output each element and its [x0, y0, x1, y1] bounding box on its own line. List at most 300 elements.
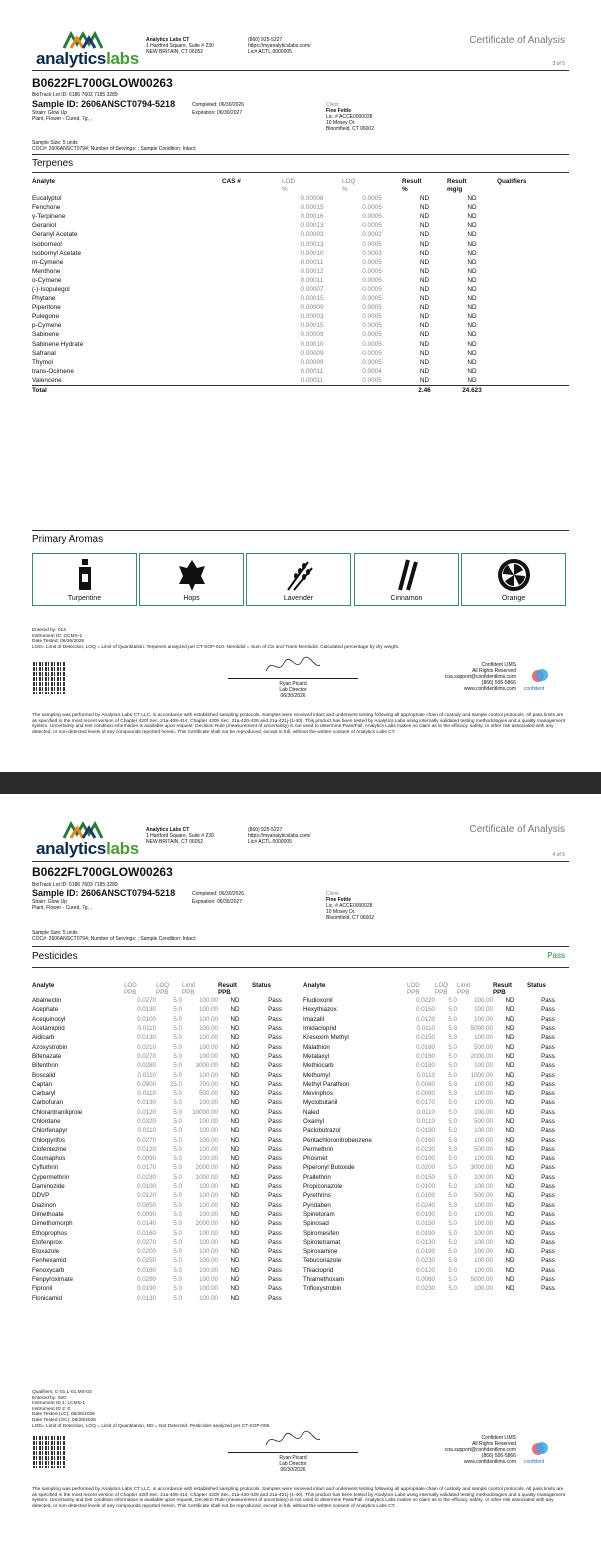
table-cell: 0.0200: [416, 1164, 435, 1172]
table-cell: Pass: [541, 1145, 555, 1153]
table-cell: 0.0005: [362, 204, 382, 212]
analytics-labs-logo-icon: [62, 30, 108, 50]
table-cell: Pyrethrins: [303, 1192, 331, 1200]
table-cell: Pass: [541, 1071, 555, 1079]
table-cell: Pass: [268, 1238, 282, 1246]
table-cell: ND: [230, 1285, 240, 1293]
table-cell: 100.00: [474, 1285, 493, 1293]
table-cell: 5.0: [448, 1276, 457, 1284]
table-row: [32, 330, 569, 339]
table-cell: 0.00008: [300, 195, 324, 203]
table-cell: Propiconazole: [303, 1183, 343, 1191]
table-cell: 0.0100: [416, 1155, 435, 1163]
confident-brand: confident: [524, 686, 545, 692]
table-cell: ND: [419, 231, 430, 239]
table-cell: Pass: [268, 1173, 282, 1181]
table-cell: 0.0080: [416, 1080, 435, 1088]
table-cell: ND: [505, 1220, 515, 1228]
table-cell: 500.00: [199, 1090, 218, 1098]
table-cell: 0.0130: [137, 1294, 156, 1302]
table-cell: Pentachloronitrobenzene: [303, 1136, 372, 1144]
table-cell: Pass: [268, 1276, 282, 1284]
pesticides-table-left: Analyte LOD LOQ Limit Result Status PPB PPB PPB PPB Abamectin 0.0270 5.0 100.00 ND Pass Acephate 0.0130 5.0 100.00 ND Pass Acequinocyl 0.0100 5.0 100.00 ND Pass Acetamiprid 0.0110 5.0 100.00 ND Pass Aldicarb 0.0130 5.0 100.00 ND Pass Azoxystrobin 0.0210 5.0 100.00 ND Pass Bifenazate 0.0270 5.0 100.00 ND Pass Bifenthrin 0.0280 5.0 3000.00 ND Pass Boscalid 0.0110 5.0 100.00 ND Pass Captan 0.0900 25.0 700.00 ND Pass Carbaryl 0.0110 5.0 500.00 ND Pass Carbofuran 0.0130 5.0 100.00 ND Pass Chlorantraniliprole 0.0120 5.0 10000.00 ND Pass Chlordane 0.0320 5.0 100.00 ND Pass Chlorfenapyr 0.0110 5.0 100.00 ND Pass Chlorpyrifos 0.0270 5.0 100.00 ND Pass Clofentezine 0.0120 5.0 100.00 ND Pass Coumaphos 0.0090 5.0 100.00 ND Pass Cyfluthrin 0.0170 5.0 2000.00 ND Pass Cypermethrin 0.0230 5.0 1000.00 ND Pass Daminozide 0.0100 5.0 100.00 ND Pass DDVP 0.0120 5.0 100.00 ND Pass Diazinon 0.0050 5.0 100.00 ND Pass Dimethoate 0.0090 5.0 100.00 ND Pass Dimethomorph 0.0140 5.0 2000.00 ND Pass Ethoprophos 0.0160 5.0 100.00 ND Pass Etofenprox 0.0270 5.0 100.00 ND Pass Etoxazole 0.0200 5.0 100.00 ND Pass Fenhexamid 0.0250 5.0 100.00 ND Pass Fenoxycarb 0.0160 5.0 100.00 ND Pass Fenpyroximate 0.0290 5.0 100.00 ND Pass Fipronil 0.0190 5.0 100.00 ND Pass Flonicamid 0.0130 5.0 100.00 ND Pass: [32, 982, 298, 1303]
table-cell: 5.0: [448, 1266, 457, 1274]
table-cell: 100.00: [474, 1099, 493, 1107]
table-row: [32, 340, 569, 349]
table-cell: Pass: [268, 1220, 282, 1228]
table-cell: Oxamyl: [303, 1118, 324, 1125]
table-cell: 1000.00: [470, 1071, 493, 1079]
table-row: [32, 1135, 298, 1144]
table-cell: 0.0280: [137, 1062, 156, 1070]
table-cell: Pass: [541, 1118, 555, 1125]
table-cell: ND: [230, 1248, 240, 1256]
table-cell: 0.0005: [362, 358, 382, 366]
table-cell: 0.00012: [300, 267, 324, 275]
table-cell: 5.0: [173, 1238, 182, 1246]
table-cell: ND: [467, 313, 477, 321]
biotrack-id: BioTrack Lot ID: 6186 7603 7185 3289: [32, 882, 118, 888]
table-cell: 25.0: [169, 1080, 182, 1088]
table-row: [32, 1126, 298, 1135]
table-cell: 100.00: [199, 1285, 218, 1293]
table-cell: ND: [505, 1099, 515, 1107]
table-cell: 5.0: [448, 1164, 457, 1172]
table-cell: 5.0: [448, 1034, 457, 1042]
table-cell: Pass: [268, 1285, 282, 1293]
table-row: [32, 1284, 298, 1293]
table-cell: 3000.00: [470, 1164, 493, 1172]
table-cell: 100.00: [474, 1257, 493, 1265]
table-cell: Thiamethoxam: [303, 1276, 344, 1284]
table-cell: ND: [505, 1080, 515, 1088]
table-row: [32, 1033, 298, 1042]
logo-wordmark: analyticslabs: [36, 49, 139, 68]
table-row: [32, 349, 569, 358]
table-cell: 100.00: [474, 1229, 493, 1237]
table-cell: Thiacloprid: [303, 1266, 334, 1274]
lims-info: Confident LIMS All Rights Reserved coa.support@confidentlims.com (866) 506-5866 www.confidentlims.com: [444, 662, 516, 692]
table-cell: Sabinene Hydrate: [32, 340, 84, 348]
table-row: [32, 321, 569, 330]
table-row: [32, 1191, 298, 1200]
table-cell: 100.00: [199, 1071, 218, 1079]
table-cell: Pass: [268, 1155, 282, 1163]
table-cell: 0.0005: [362, 376, 382, 384]
table-cell: 0.0180: [416, 1062, 435, 1070]
table-row: [32, 1228, 298, 1237]
table-row: [32, 203, 569, 212]
table-cell: 0.00011: [300, 376, 324, 384]
table-cell: Spiroxamine: [303, 1248, 338, 1256]
table-cell: Pass: [541, 1276, 555, 1284]
table-cell: Pass: [268, 1052, 282, 1060]
table-cell: Pass: [541, 1062, 555, 1070]
table-cell: Spinosad: [303, 1220, 329, 1228]
table-cell: 0.0005: [362, 195, 382, 203]
table-cell: 0.0140: [137, 1220, 156, 1228]
table-cell: 2000.00: [470, 1052, 493, 1060]
table-cell: Dimethomorph: [32, 1220, 73, 1228]
table-cell: Pass: [541, 1229, 555, 1237]
table-cell: 0.0005: [362, 331, 382, 339]
table-cell: 0.00013: [300, 240, 324, 248]
table-cell: ND: [419, 213, 430, 221]
table-row: [32, 1070, 298, 1079]
table-cell: 5.0: [173, 1285, 182, 1293]
table-row: [303, 1173, 569, 1182]
table-cell: Pass: [541, 1257, 555, 1265]
table-cell: 0.0230: [137, 1173, 156, 1181]
table-cell: Valencene: [32, 376, 62, 384]
pesticides-table-right: Analyte LOD LOQ Limit Result Status PPB PPB PPB PPB Fludioxonil 0.0220 5.0 100.00 ND Pass Hexythiazox 0.0150 5.0 100.00 ND Pass Imazalil 0.0120 5.0 100.00 ND Pass Imidacloprid 0.0110 5.0 5000.00 ND Pass Kresoxim Methyl 0.0150 5.0 100.00 ND Pass Malathion 0.0180 5.0 500.00 ND Pass Metalaxyl 0.0160 5.0 2000.00 ND Pass Methiocarb 0.0180 5.0 100.00 ND Pass Methomyl 0.0110 5.0 1000.00 ND Pass Methyl Parathion 0.0080 5.0 100.00 ND Pass Mevinphos 0.0080 5.0 100.00 ND Pass Myclobutanil 0.0170 5.0 100.00 ND Pass Naled 0.0110 5.0 100.00 ND Pass Oxamyl 0.0110 5.0 500.00 ND Pass Paclobutrazol 0.0190 5.0 100.00 ND Pass Pentachloronitrobenzene 0.0160 5.0 100.00 ND Pass Permethrin 0.0230 5.0 500.00 ND Pass Phosmet 0.0100 5.0 100.00 ND Pass Piperonyl Butoxide 0.0200 5.0 3000.00 ND Pass Prallethrin 0.0150 5.0 100.00 ND Pass Propiconazole 0.0100 5.0 100.00 ND Pass Pyrethrins 0.0100 5.0 500.00 ND Pass Pyridaben 0.0240 5.0 100.00 ND Pass Spinetoram 0.0190 5.0 100.00 ND Pass Spinosad 0.0150 5.0 100.00 ND Pass Spiromesifen 0.0190 5.0 100.00 ND Pass Spirotetramat 0.0130 5.0 100.00 ND Pass Spiroxamine 0.0190 5.0 100.00 ND Pass Tebuconazole 0.0230 5.0 100.00 ND Pass Thiacloprid 0.0120 5.0 100.00 ND Pass Thiamethoxam 0.0080 5.0 5000.00 ND Pass Trifloxystrobin 0.0230 5.0 100.00 ND Pass: [303, 982, 569, 1294]
table-cell: 5.0: [173, 1173, 182, 1181]
table-cell: Pass: [268, 1257, 282, 1265]
table-cell: ND: [419, 276, 430, 284]
table-row: [32, 1080, 298, 1089]
table-cell: 0.0130: [137, 1006, 156, 1014]
table-cell: ND: [467, 195, 477, 203]
unit-loq: %: [342, 186, 348, 193]
table-row: [303, 1070, 569, 1079]
table-cell: ND: [230, 1136, 240, 1144]
table-row: [303, 1005, 569, 1014]
table-cell: ND: [230, 1062, 240, 1070]
table-cell: 100.00: [199, 1294, 218, 1302]
table-cell: 5.0: [448, 1201, 457, 1209]
table-row: [303, 1182, 569, 1191]
table-cell: 0.0190: [416, 1210, 435, 1218]
table-cell: 0.00003: [300, 231, 324, 239]
table-cell: Pass: [541, 997, 555, 1005]
test-info: Qualifiers: C-01,L-01,MS-03 Entered by: 020 Instrument ID 1: LCMS-1 Instrument ID 2: 0 Date Tested (LC): 06/26/2026 Date Tested (GC): 06/26/2026 LOD= Limit of Detection, LOQ = Limit of Quantitation, ND = Not Detected. Pesticides analyzed per CT-SOP-008.: [32, 1390, 271, 1429]
table-cell: Pyridaben: [303, 1201, 331, 1209]
table-cell: 500.00: [474, 1145, 493, 1153]
table-cell: ND: [467, 295, 477, 303]
table-cell: 0.0240: [416, 1201, 435, 1209]
table-cell: 0.0130: [416, 1238, 435, 1246]
table-row: [32, 996, 298, 1005]
table-cell: Acetamiprid: [32, 1025, 65, 1033]
sample-size: Sample Size: 5 units: [32, 140, 78, 146]
table-cell: 0.0270: [137, 1052, 156, 1060]
table-cell: Phosmet: [303, 1155, 328, 1163]
table-cell: 5.0: [173, 1183, 182, 1191]
table-cell: Pass: [541, 1183, 555, 1191]
unit-result-pct: %: [402, 186, 408, 193]
table-cell: Dimethoate: [32, 1210, 64, 1218]
table-cell: 100.00: [199, 1099, 218, 1107]
table-row: [32, 1247, 298, 1256]
table-cell: (-)-Isopulegol: [32, 285, 70, 293]
table-cell: 5.0: [173, 1145, 182, 1153]
orange-slice-icon: [497, 558, 531, 592]
document-title: Certificate of Analysis: [469, 824, 565, 835]
table-cell: 0.0180: [416, 1043, 435, 1051]
table-row: [32, 303, 569, 312]
table-cell: Mevinphos: [303, 1090, 333, 1098]
table-cell: 0.0100: [137, 1183, 156, 1191]
table-cell: ND: [505, 1285, 515, 1293]
table-cell: Pass: [541, 1164, 555, 1172]
table-cell: 0.00011: [300, 367, 324, 375]
table-cell: 0.0120: [137, 1145, 156, 1153]
table-cell: 0.0160: [416, 1052, 435, 1060]
table-row: [303, 1117, 569, 1126]
table-cell: 0.0210: [137, 1043, 156, 1051]
table-cell: Pass: [268, 1136, 282, 1144]
table-cell: 0.0110: [137, 1025, 156, 1033]
table-cell: ND: [230, 1025, 240, 1033]
terpenes-title: Terpenes: [32, 158, 74, 169]
primary-aromas-title: Primary Aromas: [32, 534, 104, 545]
table-cell: ND: [230, 1099, 240, 1107]
table-cell: Geraniol: [32, 222, 57, 230]
product-type: Plant, Flower - Cured, 7g, ,: [32, 905, 92, 911]
sample-id: Sample ID: 2606ANSCT0794-5218: [32, 888, 176, 898]
table-cell: ND: [230, 1192, 240, 1200]
table-row: [32, 1266, 298, 1275]
table-cell: Pass: [268, 1145, 282, 1153]
table-cell: ND: [419, 376, 430, 384]
col-loq: LOQ: [342, 178, 356, 185]
table-row: [32, 1108, 298, 1117]
table-cell: 0.0160: [137, 1229, 156, 1237]
table-cell: ND: [467, 222, 477, 230]
table-cell: 5.0: [448, 1025, 457, 1033]
table-cell: ND: [505, 1164, 515, 1172]
table-row: [32, 1219, 298, 1228]
table-cell: 100.00: [474, 1108, 493, 1116]
table-cell: 5.0: [448, 1155, 457, 1163]
table-cell: Pass: [541, 1192, 555, 1200]
table-cell: 5.0: [448, 1257, 457, 1265]
table-cell: 100.00: [474, 1127, 493, 1135]
table-cell: 0.0005: [362, 340, 382, 348]
confident-brand: confident: [524, 1459, 545, 1465]
table-cell: ND: [467, 331, 477, 339]
table-cell: 0.0130: [137, 1034, 156, 1042]
table-cell: Clofentezine: [32, 1145, 67, 1153]
table-cell: 0.00010: [300, 340, 324, 348]
table-cell: 0.00016: [300, 213, 324, 221]
table-row: [32, 1098, 298, 1107]
table-cell: 5.0: [173, 1071, 182, 1079]
table-cell: 0.00015: [300, 295, 324, 303]
table-cell: 100.00: [474, 1248, 493, 1256]
table-cell: 5000.00: [470, 1276, 493, 1284]
table-cell: ND: [505, 1201, 515, 1209]
table-cell: 100.00: [199, 1025, 218, 1033]
completed-date: Completed: 06/30/2026: [192, 891, 244, 897]
biotrack-id: BioTrack Lot ID: 6186 7603 7185 3289: [32, 92, 118, 98]
table-cell: 5.0: [448, 1136, 457, 1144]
terpenes-table: [32, 178, 569, 395]
col-result-mg: Result: [447, 178, 467, 185]
table-cell: ND: [230, 1201, 240, 1209]
table-cell: 5.0: [173, 1043, 182, 1051]
table-cell: Pass: [541, 1238, 555, 1246]
pesticides-status-badge: Pass: [547, 951, 565, 960]
table-cell: 3000.00: [195, 1062, 218, 1070]
col-qualifiers: Qualifiers: [497, 178, 527, 185]
table-cell: Fenoxycarb: [32, 1266, 65, 1274]
table-cell: ND: [505, 1173, 515, 1181]
table-row: [32, 276, 569, 285]
table-cell: 5000.00: [470, 1025, 493, 1033]
table-cell: ND: [505, 1006, 515, 1014]
table-cell: 100.00: [474, 1173, 493, 1181]
coc-line: COC#: 2606ANSCT0794; Number of Servings: ; Sample Condition: Intact;: [32, 146, 197, 152]
table-cell: 100.00: [199, 1238, 218, 1246]
table-cell: 5.0: [173, 1062, 182, 1070]
table-cell: 0.0230: [416, 1145, 435, 1153]
table-cell: o-Cymene: [32, 276, 62, 284]
table-cell: Spiromesifen: [303, 1229, 340, 1237]
table-cell: Abamectin: [32, 997, 62, 1005]
table-cell: ND: [467, 304, 477, 312]
table-cell: 100.00: [199, 1248, 218, 1256]
analytics-labs-logo-icon: [62, 820, 108, 840]
table-cell: Menthone: [32, 267, 61, 275]
table-cell: 100.00: [474, 1006, 493, 1014]
table-row: [32, 1275, 298, 1284]
table-cell: Paclobutrazol: [303, 1127, 341, 1135]
table-cell: 0.0110: [416, 1118, 435, 1125]
table-cell: Pass: [268, 1006, 282, 1014]
table-cell: 0.0160: [137, 1266, 156, 1274]
table-cell: ND: [467, 231, 477, 239]
table-cell: 100.00: [474, 1034, 493, 1042]
table-cell: Chlorantraniliprole: [32, 1108, 83, 1116]
table-cell: Isoborneol: [32, 240, 62, 248]
table-cell: Pass: [541, 1173, 555, 1181]
table-cell: 0.0004: [362, 367, 382, 375]
disclaimer: The sampling was performed by Analytics Labs CT LLC, in accordance with established sampling protocols. Samples were received intact and underwent testing following all appropriate chain of custody and sample control protocols. All pass limits are as specified in the most recent version of Chapter 420f Sec. 21a-408-414, Chapter 420h Sec. 21a-420-429 and 21a-421j-(1-40). This product has been tested by Analytics Labs using internally validated testing methodologies and a quality management system. Uncertainty and test condition information is available upon request. Decision Rule (measurement of uncertainty) is not used to determine Pass/Fail. Analytics Labs makes no claim as to the efficacy, safety, or other risk associated with any detected, or non-detected levels of any compounds reported herein. This Certificate shall not be reproduced, except in full, without the written consent of Analytics Labs CT.: [32, 1487, 565, 1509]
table-cell: Pass: [268, 1210, 282, 1218]
table-row: [32, 1089, 298, 1098]
table-cell: 5.0: [448, 1192, 457, 1200]
table-cell: 0.0002: [362, 231, 382, 239]
completed-date: Completed: 06/30/2026: [192, 102, 244, 108]
table-row: [303, 1042, 569, 1051]
table-row: [303, 1154, 569, 1163]
table-cell: 100.00: [199, 1145, 218, 1153]
table-cell: Fenchone: [32, 204, 61, 212]
lab-address: Analytics Labs CT 1 Hartford Square, Suite # 230 NEW BRITAIN, CT 06052: [146, 827, 214, 845]
table-cell: Pass: [268, 1248, 282, 1256]
col-lod: LOD: [282, 178, 296, 185]
table-cell: 100.00: [199, 1192, 218, 1200]
table-cell: ND: [230, 1294, 240, 1302]
table-cell: 0.0005: [362, 240, 382, 248]
table-row: [303, 1126, 569, 1135]
table-cell: Pass: [541, 1090, 555, 1098]
table-cell: ND: [505, 1071, 515, 1079]
table-cell: ND: [230, 1071, 240, 1079]
table-cell: Pass: [268, 1071, 282, 1079]
table-cell: Chlorfenapyr: [32, 1127, 68, 1135]
client-block: Client Fine Fettle Lic. # ACCE0000028 10 Mosey Dr. Bloomfield, CT 06002: [326, 102, 374, 132]
table-cell: 0.00010: [300, 249, 324, 257]
table-row: [303, 1284, 569, 1293]
table-cell: Eucalyptol: [32, 195, 62, 203]
table-row: [303, 1163, 569, 1172]
table-cell: ND: [230, 1127, 240, 1135]
table-cell: 0.00009: [300, 331, 324, 339]
table-cell: ND: [230, 1183, 240, 1191]
table-cell: 100.00: [199, 1266, 218, 1274]
table-cell: 100.00: [474, 997, 493, 1005]
table-cell: 5.0: [173, 1108, 182, 1116]
table-cell: 0.0190: [416, 1229, 435, 1237]
table-cell: 100.00: [474, 1090, 493, 1098]
table-cell: Pass: [268, 1090, 282, 1098]
table-cell: ND: [419, 249, 430, 257]
page-separator: [0, 772, 601, 794]
table-cell: 5.0: [448, 1145, 457, 1153]
table-cell: ND: [505, 1238, 515, 1246]
table-cell: 0.0270: [137, 1238, 156, 1246]
table-cell: ND: [505, 1015, 515, 1023]
table-cell: ND: [467, 322, 477, 330]
table-cell: 500.00: [474, 1043, 493, 1051]
table-cell: ND: [230, 1276, 240, 1284]
table-cell: Pass: [268, 1099, 282, 1107]
table-row: [32, 312, 569, 321]
table-row: [303, 1219, 569, 1228]
table-cell: 5.0: [448, 1285, 457, 1293]
table-cell: 0.0005: [362, 322, 382, 330]
table-cell: Bifenazate: [32, 1052, 62, 1060]
table-cell: 0.0110: [416, 1025, 435, 1033]
aroma-lavender: Lavender: [246, 553, 351, 606]
table-row: [32, 1024, 298, 1033]
table-cell: 5.0: [448, 1220, 457, 1228]
table-cell: ND: [505, 1248, 515, 1256]
table-cell: 100.00: [199, 1006, 218, 1014]
table-cell: 0.00009: [300, 349, 324, 357]
table-cell: 5.0: [173, 1099, 182, 1107]
table-cell: ND: [230, 1164, 240, 1172]
strain: Strain: Glow Up: [32, 899, 68, 905]
terpenes-rows: [32, 194, 569, 395]
table-row: [32, 230, 569, 239]
page-number: 3 of 5: [552, 61, 565, 67]
table-cell: 0.0290: [137, 1276, 156, 1284]
table-cell: Isobornyl Acetate: [32, 249, 82, 257]
table-cell: Daminozide: [32, 1183, 65, 1191]
logo-wordmark: analyticslabs: [36, 839, 139, 858]
table-cell: ND: [505, 1052, 515, 1060]
table-cell: ND: [230, 1155, 240, 1163]
table-row: [32, 1117, 298, 1126]
table-cell: 1000.00: [195, 1173, 218, 1181]
table-cell: 0.0005: [362, 222, 382, 230]
table-cell: Acequinocyl: [32, 1015, 66, 1023]
table-cell: ND: [505, 1183, 515, 1191]
table-cell: 0.0090: [137, 1210, 156, 1218]
table-cell: Imazalil: [303, 1015, 324, 1023]
table-row: [32, 267, 569, 276]
table-cell: Pass: [268, 997, 282, 1005]
table-cell: 0.0080: [416, 1276, 435, 1284]
table-cell: 0.0080: [416, 1090, 435, 1098]
table-row: [32, 1173, 298, 1182]
table-cell: 0.00015: [300, 322, 324, 330]
table-cell: 0.0190: [416, 1248, 435, 1256]
table-cell: ND: [505, 1043, 515, 1051]
